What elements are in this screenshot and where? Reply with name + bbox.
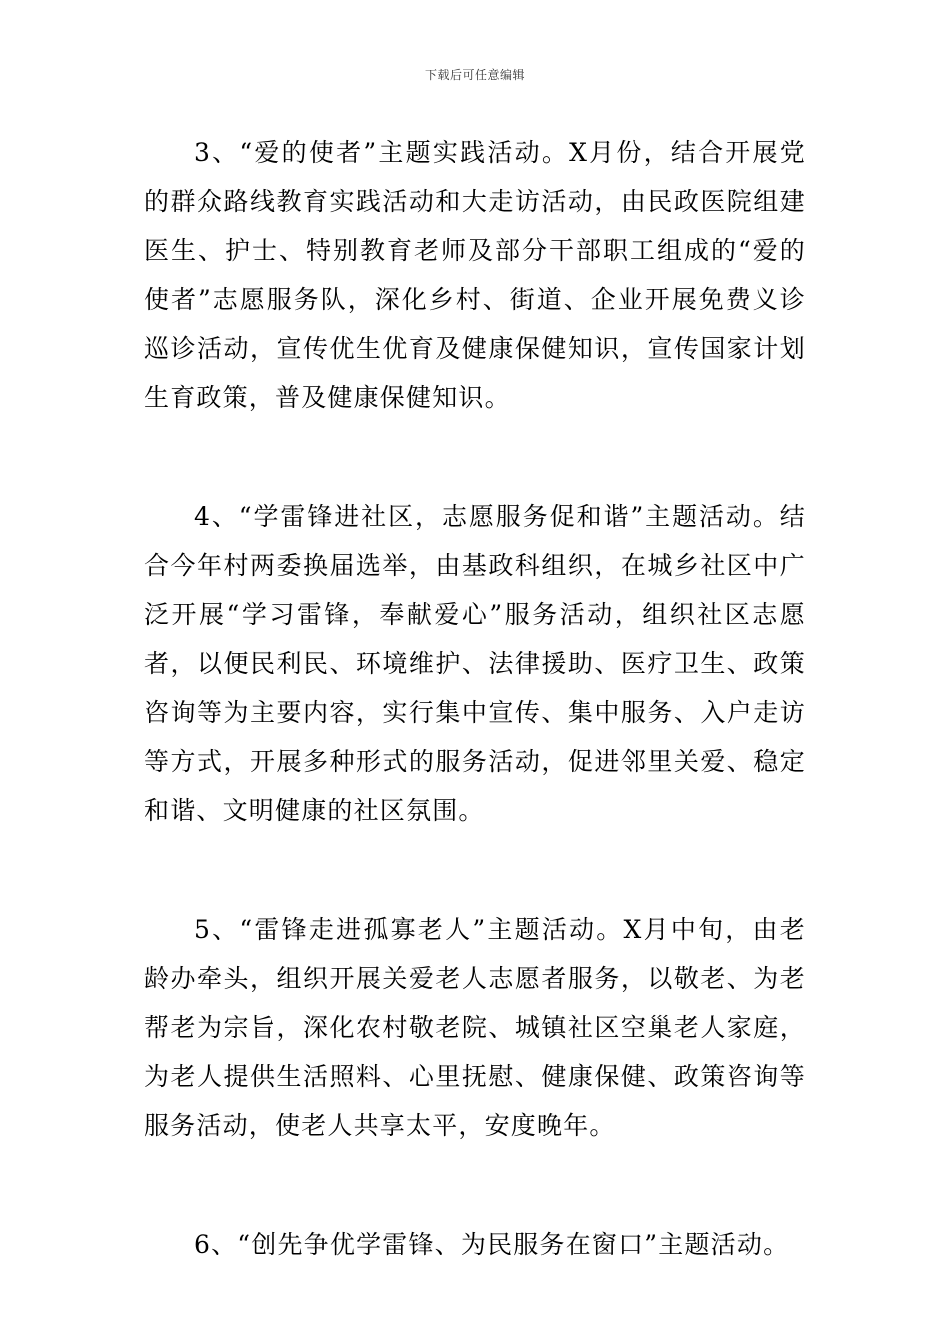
document-body — [144, 128, 806, 1269]
paragraph-item-4: 4、“学雷锋进社区，志愿服务促和谐”主题活动。结合今年村两委换届选举，由基政科组织，在城乡社区中广泛开展“学习雷锋，奉献爱心”服务活动，组织社区志愿者，以便民利民、环境维护、法律援助、医疗卫生、政策咨询等为主要内容，实行集中宣传、集中服务、入户走访等方式，开展多种形式的服务活动，促进邻里关爱、稳定和谐、文明健康的社区氛围。 — [144, 502, 806, 825]
paragraph-item-3: 3、“爱的使者”主题实践活动。X月份，结合开展党的群众路线教育实践活动和大走访活动，由民政医院组建医生、护士、特别教育老师及部分干部职工组成的“爱的使者”志愿服务队，深化乡村、街道、企业开展免费义诊巡诊活动，宣传优生优育及健康保健知识，宣传国家计划生育政策，普及健康保健知识。 — [144, 138, 806, 412]
paragraph-item-6: 6、“创先争优学雷锋、为民服务在窗口”主题活动。 — [194, 1230, 790, 1259]
paragraph-item-5: 5、“雷锋走进孤寡老人”主题活动。X月中旬，由老龄办牵头，组织开展关爱老人志愿者服务，以敬老、为老帮老为宗旨，深化农村敬老院、城镇社区空巢老人家庭，为老人提供生活照料、心里抚慰、健康保健、政策咨询等服务活动，使老人共享太平，安度晚年。 — [144, 915, 806, 1140]
page-header: 下载后可任意编辑 — [424, 68, 525, 82]
